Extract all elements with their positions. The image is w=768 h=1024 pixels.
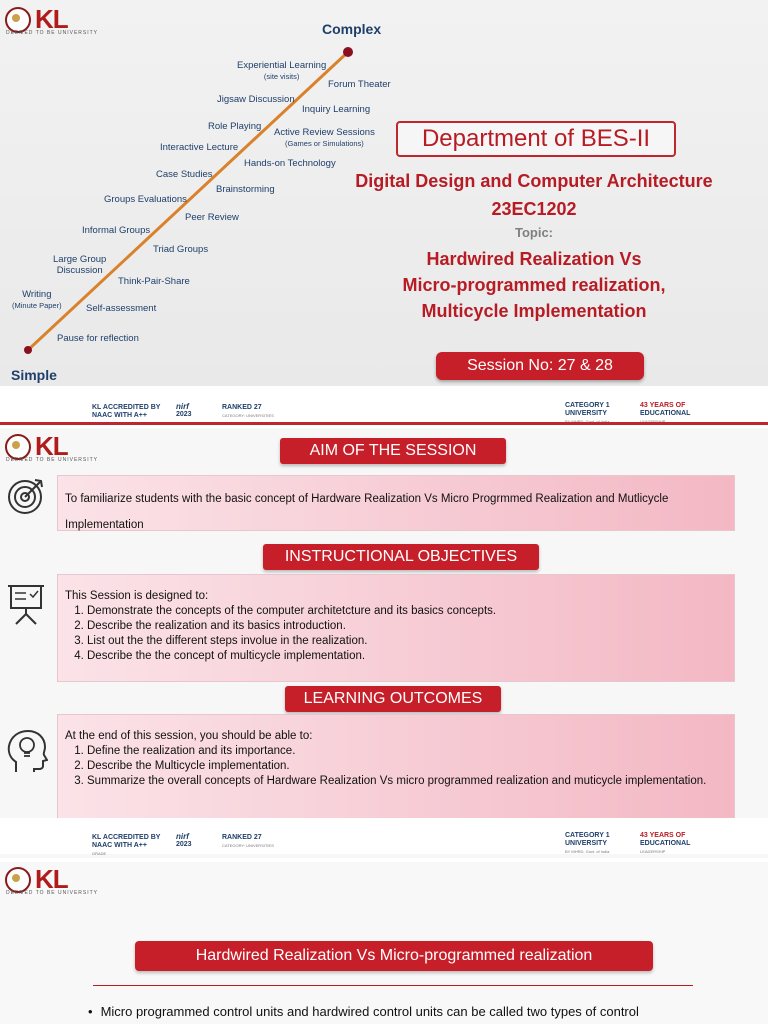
list-item: 4. Describe the the concept of multicycle implementation. [87,649,727,664]
lightbulb-head-icon [6,728,48,779]
session-number-badge: Session No: 27 & 28 [436,352,644,380]
ladder-item: Peer Review [185,212,239,223]
ladder-item: Large Group Discussion [53,254,107,276]
objectives-list [65,604,727,664]
simple-endpoint [24,346,32,354]
ladder-item: Brainstorming [216,184,275,195]
category-text: CATEGORY 1 UNIVERSITY [565,402,610,417]
logo-subtext: DEEMED TO BE UNIVERSITY [6,890,98,896]
ladder-item: Writing (Minute Paper) [12,289,62,310]
ladder-bottom-label: Simple [11,367,57,383]
objectives-intro: This Session is designed to: [65,590,209,602]
ladder-item: Hands-on Technology [244,158,336,169]
objectives-heading: INSTRUCTIONAL OBJECTIVES [263,544,539,570]
accreditation-text: KL ACCREDITED BY NAAC WITH A++ [92,404,161,419]
topic-label: Topic: [514,225,554,240]
heading-divider [93,985,693,986]
university-emblem-icon [5,434,31,460]
ladder-item: Inquiry Learning [302,104,371,115]
logo-subtext: DEEMED TO BE UNIVERSITY [6,30,98,36]
outcomes-list [65,744,727,789]
topic-line-1: Hardwired Realization Vs [426,249,642,269]
logo-subtext: DEEMED TO BE UNIVERSITY [6,457,98,463]
list-item: 2. Describe the realization and its basics introduction. [87,619,727,634]
ladder-item: Case Studies [156,169,213,180]
university-emblem-icon [5,867,31,893]
logo-text: KL [35,4,68,34]
list-item: 2. Describe the Multicycle implementation. [87,759,727,774]
aim-slide [0,428,768,858]
list-item: 3. List out the the different steps involue in the realization. [87,634,727,649]
course-code: 23EC1202 [491,199,577,219]
footer-divider [0,422,768,425]
ladder-item: Triad Groups [153,244,209,255]
department-title: Department of BES-II [396,121,676,157]
topic-line-3: Multicycle Implementation [421,301,647,321]
ladder-item: Forum Theater [328,79,391,90]
ladder-item: Active Review Sessions (Games or Simulations) [274,127,375,148]
ladder-item: Think-Pair-Share [118,276,190,287]
accreditation-text: KL ACCREDITED BY NAAC WITH A++ GRADE [92,834,161,856]
ladder-item: Pause for reflection [57,333,139,344]
ladder-item: Role Playing [208,121,262,132]
nirf-logo: nirf 2023 [176,402,192,418]
logo-text: KL [35,431,68,461]
list-item: 1. Define the realization and its importance. [87,744,727,759]
slide-heading: Hardwired Realization Vs Micro-programmed realization [135,941,653,971]
target-icon [6,476,46,521]
list-item: 1. Demonstrate the concepts of the computer architetcture and its basics concepts. [87,604,727,619]
ladder-top-label: Complex [322,21,382,37]
outcomes-intro: At the end of this session, you should be able to: [65,730,313,742]
list-item: 3. Summarize the overall concepts of Hardware Realization Vs micro programmed realization and muticycle implementation. [87,774,727,789]
aim-box [57,475,735,531]
bullet-item: • Micro programmed control units and hardwired control units can be called two types of control [88,1004,639,1019]
outcomes-heading: LEARNING OUTCOMES [285,686,501,712]
ladder-item: Experiential Learning (site visits) [237,60,327,81]
topic-line-2: Micro-programmed realization, [402,275,666,295]
ladder-item: Jigsaw Discussion [217,94,295,105]
ladder-item: Informal Groups [82,225,151,236]
outcomes-box [57,714,735,820]
aim-heading: AIM OF THE SESSION [280,438,506,464]
slide-footer [0,386,768,425]
complex-endpoint [343,47,353,57]
course-title: Digital Design and Computer Architecture [355,171,713,191]
ladder-item: Groups Evaluations [104,194,187,205]
slide-footer [0,818,768,854]
objectives-box [57,574,735,682]
years-text: 43 YEARS OF EDUCATIONAL LEADERSHIP [640,832,691,854]
ladder-item: Interactive Lecture [160,142,239,153]
years-text: 43 YEARS OF EDUCATIONAL [640,402,691,417]
title-slide [0,0,768,425]
logo-text: KL [35,864,68,894]
aim-text: To familiarize students with the basic concept of Hardware Realization Vs Micro Progrmmed Realization and Mutlicycle Implementation [65,493,669,531]
presentation-board-icon [6,582,46,631]
content-slide [0,862,768,1024]
ladder-item: Self-assessment [86,303,157,314]
nirf-logo: nirf 2023 [176,832,192,848]
ranking-text: RANKED 27 CATEGORY: UNIVERSITIES [222,404,274,418]
bullet-icon: • [88,1004,93,1019]
category-text: CATEGORY 1 UNIVERSITY BY MHRD, Govt. of India [565,832,610,854]
ranking-text: RANKED 27 CATEGORY: UNIVERSITIES [222,834,274,848]
